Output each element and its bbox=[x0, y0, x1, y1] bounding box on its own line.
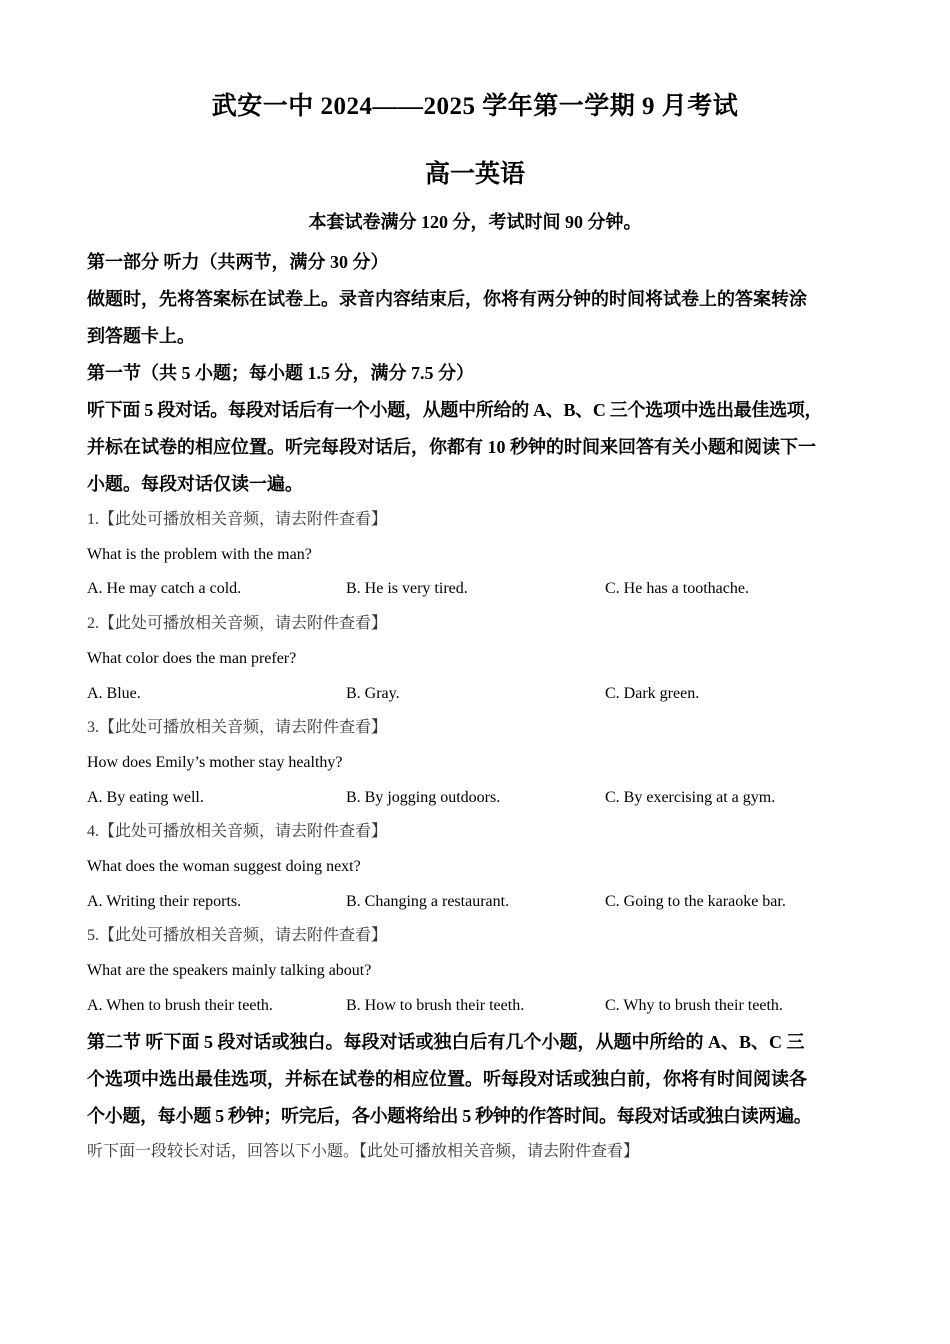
options-row bbox=[87, 989, 877, 1024]
option-c[interactable]: C. He has a toothache. bbox=[605, 580, 749, 598]
question-text: What color does the man prefer? bbox=[87, 649, 297, 667]
options-row bbox=[87, 781, 877, 816]
option-c[interactable]: C. Dark green. bbox=[605, 684, 700, 702]
section1-heading: 第一节（共 5 小题；每小题 1.5 分，满分 7.5 分） bbox=[87, 363, 474, 383]
section2-instruction-line2: 个选项中选出最佳选项，并标在试卷的相应位置。听每段对话或独白前，你将有时间阅读各 bbox=[87, 1068, 807, 1089]
section2-instruction-line1: 第二节 听下面 5 段对话或独白。每段对话或独白后有几个小题，从题中所给的 A、B、C 三 bbox=[87, 1031, 805, 1052]
section1-instruction-line2: 并标在试卷的相应位置。听完每段对话后，你都有 10 秒钟的时间来回答有关小题和阅读下一 bbox=[87, 437, 816, 457]
question-block bbox=[87, 503, 877, 607]
option-a[interactable]: A. When to brush their teeth. bbox=[87, 996, 273, 1014]
section1-instruction-line3: 小题。每段对话仅读一遍。 bbox=[87, 474, 303, 494]
option-a[interactable]: A. Blue. bbox=[87, 684, 141, 702]
options-row bbox=[87, 885, 877, 920]
section2-instruction-line3: 个小题，每小题 5 秒钟；听完后，各小题将给出 5 秒钟的作答时间。每段对话或独白读两遍。 bbox=[87, 1105, 812, 1126]
question-block bbox=[87, 919, 877, 1023]
option-c[interactable]: C. Why to brush their teeth. bbox=[605, 996, 783, 1014]
part1-instruction-line1: 做题时，先将答案标在试卷上。录音内容结束后，你将有两分钟的时间将试卷上的答案转涂 bbox=[87, 289, 807, 309]
section1-instruction-line1: 听下面 5 段对话。每段对话后有一个小题，从题中所给的 A、B、C 三个选项中选出最佳选项， bbox=[87, 400, 823, 420]
page-title: 武安一中 2024——2025 学年第一学期 9 月考试 bbox=[211, 93, 739, 120]
option-b[interactable]: B. How to brush their teeth. bbox=[346, 996, 525, 1014]
question-block bbox=[87, 711, 877, 815]
exam-info: 本套试卷满分 120 分，考试时间 90 分钟。 bbox=[308, 212, 642, 232]
options-row bbox=[87, 677, 877, 712]
audio-placeholder[interactable]: 5.【此处可播放相关音频，请去附件查看】 bbox=[87, 927, 388, 945]
option-a[interactable]: A. He may catch a cold. bbox=[87, 580, 242, 598]
option-b[interactable]: B. By jogging outdoors. bbox=[346, 788, 501, 806]
question-text: What are the speakers mainly talking about? bbox=[87, 962, 372, 980]
options-row bbox=[87, 572, 877, 607]
option-c[interactable]: C. By exercising at a gym. bbox=[605, 788, 776, 806]
question-text: How does Emily’s mother stay healthy? bbox=[87, 753, 343, 771]
option-a[interactable]: A. By eating well. bbox=[87, 788, 204, 806]
audio-placeholder[interactable]: 1.【此处可播放相关音频，请去附件查看】 bbox=[87, 511, 388, 528]
question-block bbox=[87, 815, 877, 919]
audio-placeholder[interactable]: 4.【此处可播放相关音频，请去附件查看】 bbox=[87, 823, 388, 841]
option-b[interactable]: B. Changing a restaurant. bbox=[346, 892, 510, 910]
long-dialogue-note[interactable]: 听下面一段较长对话，回答以下小题。【此处可播放相关音频，请去附件查看】 bbox=[87, 1142, 640, 1160]
option-a[interactable]: A. Writing their reports. bbox=[87, 892, 242, 910]
question-block bbox=[87, 607, 877, 711]
option-b[interactable]: B. He is very tired. bbox=[346, 580, 468, 598]
exam-content bbox=[87, 244, 877, 1169]
part1-heading: 第一部分 听力（共两节，满分 30 分） bbox=[87, 252, 389, 272]
question-text: What does the woman suggest doing next? bbox=[87, 858, 361, 876]
option-c[interactable]: C. Going to the karaoke bar. bbox=[605, 892, 786, 910]
question-text: What is the problem with the man? bbox=[87, 545, 312, 563]
page-subtitle: 高一英语 bbox=[424, 161, 525, 188]
audio-placeholder[interactable]: 2.【此处可播放相关音频，请去附件查看】 bbox=[87, 615, 388, 633]
option-b[interactable]: B. Gray. bbox=[346, 684, 400, 702]
audio-placeholder[interactable]: 3.【此处可播放相关音频，请去附件查看】 bbox=[87, 719, 388, 737]
part1-instruction-line2: 到答题卡上。 bbox=[87, 326, 195, 346]
